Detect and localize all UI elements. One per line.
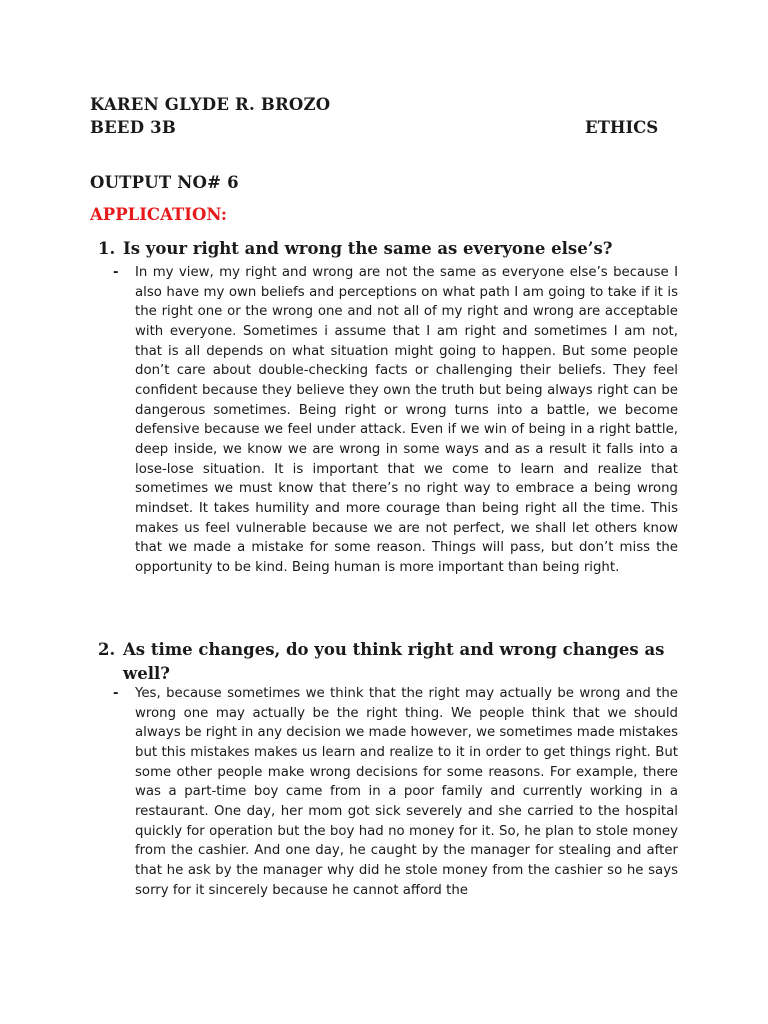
section-label: BEED 3B — [90, 118, 176, 137]
answer-text: In my view, my right and wrong are not the same as everyone else’s because I also have my own beliefs and perceptions on what path I am going to take if it is the right one or the wrong one and not all of my right and wrong are acceptable with everyone. Sometimes i assume that I am right and sometimes I am not, that is all depends on what situation might going to happen. But some people don’t care about double-checking facts or challenging their beliefs. They feel confident because they believe they own the truth but being always right can be dangerous sometimes. Being right or wrong turns into a battle, we become defensive because we feel under attack. Even if we win of being in a right battle, deep inside, we know we are wrong in some ways and as a result it falls into a lose-lose situation. It is important that we come to learn and realize that sometimes we must know that there’s no right way to embrace a being wrong mindset. It takes humility and more courage than being right all the time. This makes us feel vulnerable because we are not perfect, we shall let others know that we made a mistake for some reason. Things will pass, but don’t miss the opportunity to be kind. Being human is more important than being right. — [135, 265, 678, 575]
question-text: As time changes, do you think right and wrong changes as well? — [123, 640, 665, 683]
application-heading: APPLICATION: — [90, 205, 227, 224]
subject-label: ETHICS — [585, 118, 659, 137]
student-name: KAREN GLYDE R. BROZO — [90, 95, 331, 114]
bullet-dash: - — [113, 265, 119, 280]
question-2 — [98, 638, 678, 686]
answer-2 — [113, 684, 678, 900]
answer-text: Yes, because sometimes we think that the right may actually be wrong and the wrong one may actually be the right thing. We people think that we should always be right in any decision we made however, we sometimes made mistakes but this mistakes makes us learn and realize to it in order to get things right. But some other people make wrong decisions for some reasons. For example, there was a part-time boy came from in a poor family and currently working in a restaurant. One day, her mom got sick severely and she carried to the hospital quickly for operation but the boy had no money for it. So, he plan to stole money from the cashier. And one day, he caught by the manager for stealing and after that he ask by the manager why did he stole money from the cashier so he says sorry for it sincerely because he cannot afford the — [135, 686, 678, 898]
question-1 — [98, 237, 678, 261]
output-number: OUTPUT NO# 6 — [90, 173, 239, 192]
question-number: 1. — [98, 239, 116, 258]
bullet-dash: - — [113, 686, 119, 701]
question-text: Is your right and wrong the same as everyone else’s? — [123, 239, 613, 258]
answer-1 — [113, 263, 678, 578]
question-number: 2. — [98, 640, 116, 659]
